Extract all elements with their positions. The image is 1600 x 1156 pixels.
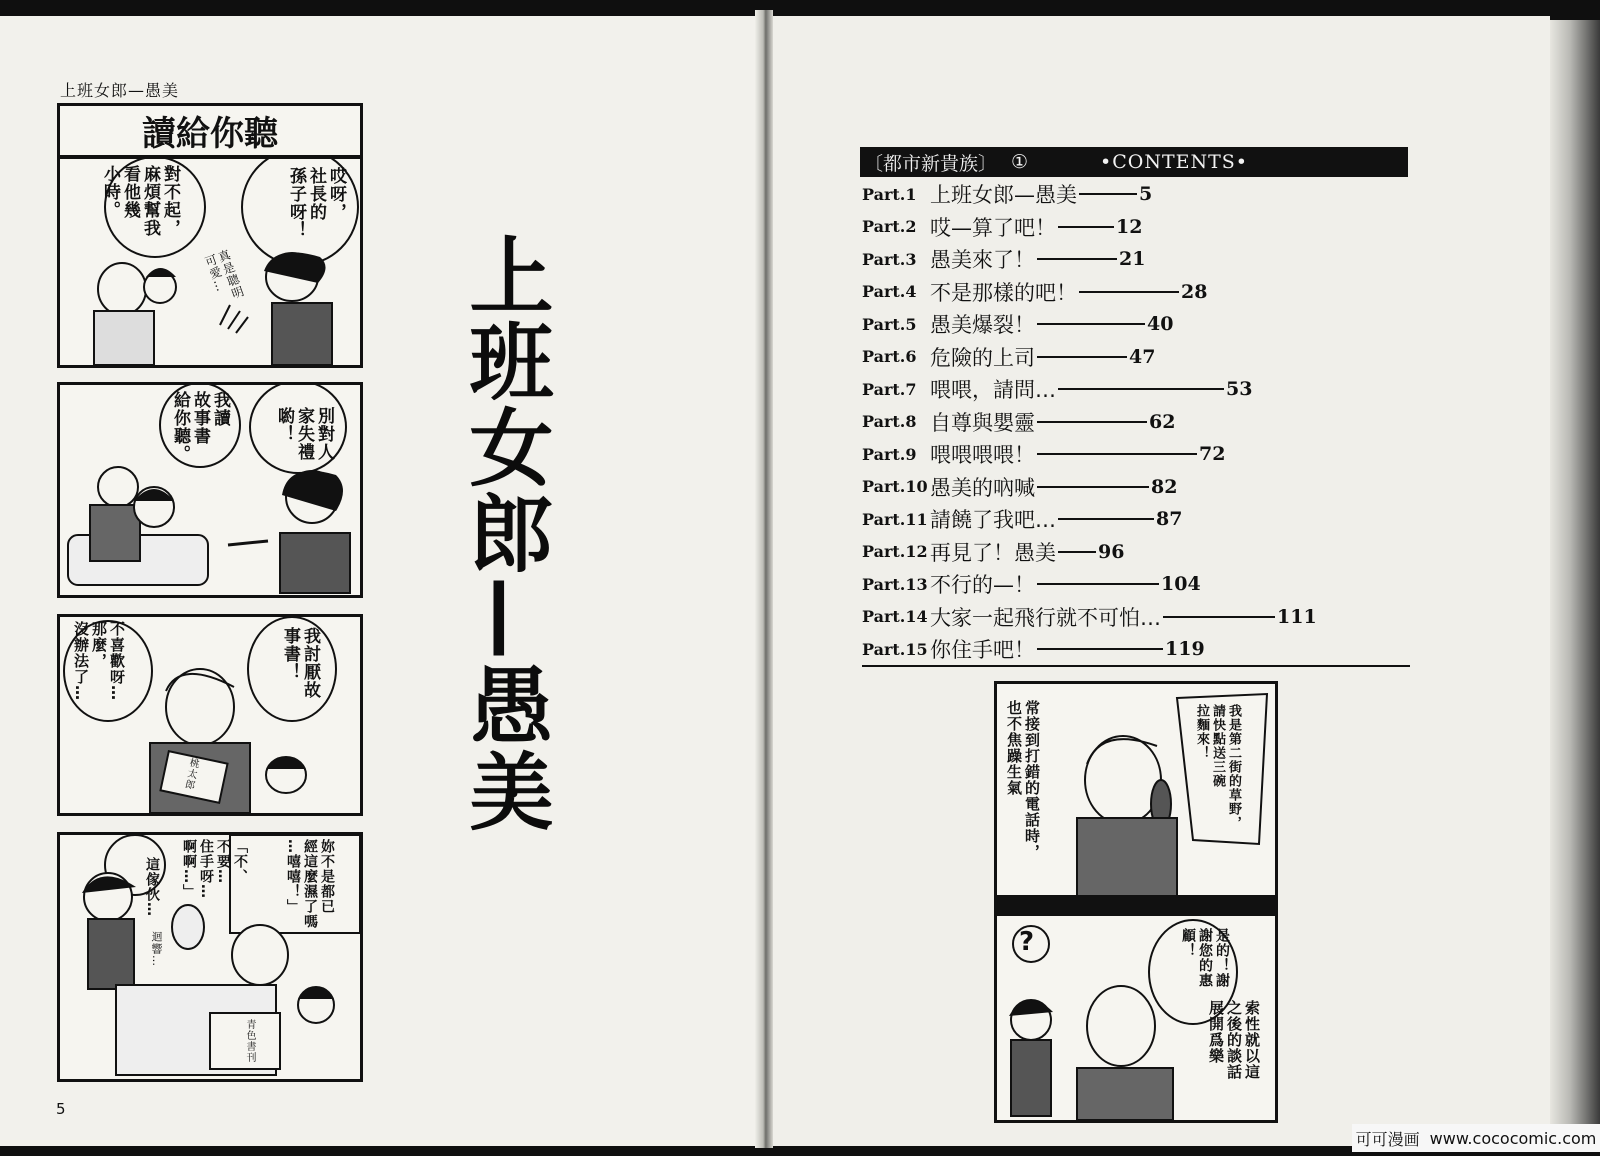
toc-leader-line [1058, 388, 1224, 390]
toc-leader-line [1058, 518, 1154, 520]
toc-page-number: 40 [1147, 313, 1174, 336]
toc-leader-line [1079, 193, 1137, 195]
toc-row [862, 308, 1422, 341]
toc-part-number: Part.11 [862, 509, 928, 529]
bubble-this-guy: 這傢伙… [144, 857, 160, 917]
toc-chapter-title: 上班女郎—愚美 [930, 183, 1077, 208]
toc-chapter-title: 不行的—！ [930, 573, 1035, 598]
toc-chapter-title: 愚美來了！ [930, 248, 1035, 273]
toc-leader-line [1037, 258, 1117, 260]
toc-page-number: 119 [1165, 638, 1205, 661]
toc-chapter-title: 愚美爆裂！ [930, 313, 1035, 338]
toc-leader-line [1037, 648, 1163, 650]
toc-part-number: Part.4 [862, 282, 917, 302]
strip-title: 讀給你聽 [57, 103, 363, 158]
toc-page-number: 47 [1129, 345, 1156, 368]
comic-panel-2 [57, 382, 363, 598]
bubble-dont-be-rude: 別對人 家失禮 喲！ [274, 407, 334, 461]
toc-page-number: 72 [1199, 443, 1226, 466]
toc-chapter-title: 喂喂，請問… [930, 378, 1056, 403]
right-panel-1-caption: 常接到打錯的電話時， 也不焦躁生氣 [1005, 700, 1041, 860]
toc-row [862, 178, 1422, 211]
right-panel-2-caption: 索性就以這 之後的談話 展開爲樂 [1207, 1000, 1261, 1080]
comic-panel-1 [57, 156, 363, 368]
toc-part-number: Part.14 [862, 607, 928, 627]
toc-chapter-title: 你住手吧！ [930, 638, 1035, 663]
toc-chapter-title: 喂喂喂喂！ [930, 443, 1035, 468]
right-panel-2-bubble: 是的！謝 謝您的惠 顧！ [1180, 928, 1230, 988]
toc-page-number: 5 [1139, 183, 1153, 206]
bubble-reading-text: 妳不是都已 經這麼濕了嗎 …嘻嘻！」 [285, 839, 335, 929]
toc-leader-line [1163, 616, 1275, 618]
toc-leader-line [1079, 291, 1179, 293]
toc-leader-line [1037, 356, 1127, 358]
toc-row [862, 243, 1422, 276]
toc-part-number: Part.10 [862, 477, 928, 497]
toc-leader-line [1058, 551, 1096, 553]
bubble-grandma-exclaim: 哎呀， 社長的 孫子呀！ [286, 167, 346, 239]
toc-part-number: Part.7 [862, 379, 917, 399]
toc-leader-line [1037, 583, 1159, 585]
book-label-magazine: 青色書刊 [244, 1019, 255, 1063]
toc-row [862, 503, 1422, 536]
toc-part-number: Part.12 [862, 542, 928, 562]
page-number: 5 [56, 1100, 66, 1118]
toc-row [862, 568, 1422, 601]
toc-page-number: 12 [1116, 215, 1143, 238]
toc-page-number: 104 [1161, 573, 1201, 596]
contents-header [860, 147, 1408, 177]
toc-row [862, 438, 1422, 471]
bubble-cute-remark: 真是聰明 可愛… [201, 247, 247, 302]
toc-chapter-title: 危險的上司 [930, 345, 1035, 370]
volume-number: ① [1011, 151, 1029, 173]
toc-chapter-title: 自尊與嬰靈 [930, 410, 1035, 435]
toc-part-number: Part.15 [862, 639, 928, 659]
chapter-vertical-title: 上班女郎—愚美 [456, 232, 554, 834]
toc-part-number: Part.6 [862, 347, 917, 367]
table-of-contents [862, 178, 1422, 666]
toc-row [862, 633, 1422, 666]
bubble-no-choice: 不喜歡呀… 那麼， 沒辦法了… [72, 621, 126, 701]
comic-panel-right-1 [994, 681, 1278, 901]
sound-effect: 迴響… [150, 931, 163, 967]
bubble-hate-books: 我討厭故 事書！ [280, 627, 320, 699]
toc-row [862, 536, 1422, 569]
toc-leader-line [1037, 421, 1147, 423]
toc-row [862, 341, 1422, 374]
toc-row [862, 211, 1422, 244]
toc-part-number: Part.8 [862, 412, 917, 432]
toc-leader-line [1037, 323, 1145, 325]
bubble-president-request: 對不起， 麻煩幫我 看他幾 小時。 [100, 165, 180, 237]
toc-leader-line [1037, 486, 1149, 488]
site-watermark [1352, 1124, 1600, 1152]
bubble-reading-text-2: 「不、 不要… 住手呀… 啊啊…」 [181, 839, 248, 899]
toc-chapter-title: 大家一起飛行就不可怕… [930, 605, 1161, 630]
toc-part-number: Part.9 [862, 444, 917, 464]
watermark-url: www.cococomic.com [1429, 1128, 1597, 1148]
toc-part-number: Part.13 [862, 574, 928, 594]
toc-page-number: 111 [1277, 605, 1317, 628]
toc-page-number: 82 [1151, 475, 1178, 498]
toc-row [862, 406, 1422, 439]
book-gutter [755, 10, 773, 1148]
book-label-momotaro: 桃太郎 [181, 756, 200, 791]
toc-page-number: 87 [1156, 508, 1183, 531]
toc-part-number: Part.3 [862, 249, 917, 269]
toc-chapter-title: 愚美的吶喊 [930, 475, 1035, 500]
toc-leader-line [1058, 226, 1114, 228]
toc-page-number: 62 [1149, 410, 1176, 433]
toc-page-number: 53 [1226, 378, 1253, 401]
toc-row [862, 471, 1422, 504]
toc-chapter-title: 再見了！愚美 [930, 540, 1056, 565]
toc-chapter-title: 不是那樣的吧！ [930, 280, 1077, 305]
toc-part-number: Part.2 [862, 217, 917, 237]
toc-page-number: 21 [1119, 248, 1146, 271]
running-head: 上班女郎—愚美 [60, 81, 180, 100]
bubble-read-to-you: 我讀 故事書 給你聽。 [170, 391, 230, 463]
toc-leader-line [1037, 453, 1197, 455]
toc-chapter-title: 請饒了我吧… [930, 508, 1056, 533]
toc-row [862, 373, 1422, 406]
comic-panel-right-2 [994, 913, 1278, 1123]
toc-page-number: 28 [1181, 280, 1208, 303]
watermark-cn: 可可漫画 [1355, 1129, 1420, 1149]
page-edge [1550, 20, 1600, 1136]
series-name: 〔都市新貴族〕 [864, 152, 998, 175]
comic-panel-4 [57, 832, 363, 1082]
comic-panel-3 [57, 614, 363, 816]
contents-label: •CONTENTS• [1100, 151, 1249, 173]
toc-row [862, 601, 1422, 634]
toc-chapter-title: 哎—算了吧！ [930, 215, 1056, 240]
toc-part-number: Part.1 [862, 184, 917, 204]
toc-page-number: 96 [1098, 540, 1125, 563]
toc-row [862, 276, 1422, 309]
question-mark-icon: ? [1019, 927, 1036, 957]
right-panel-1-bubble: 我是第二街的草野， 請快點送三碗 拉麵來！ [1194, 704, 1241, 830]
toc-part-number: Part.5 [862, 314, 917, 334]
toc-bottom-rule [862, 665, 1410, 667]
